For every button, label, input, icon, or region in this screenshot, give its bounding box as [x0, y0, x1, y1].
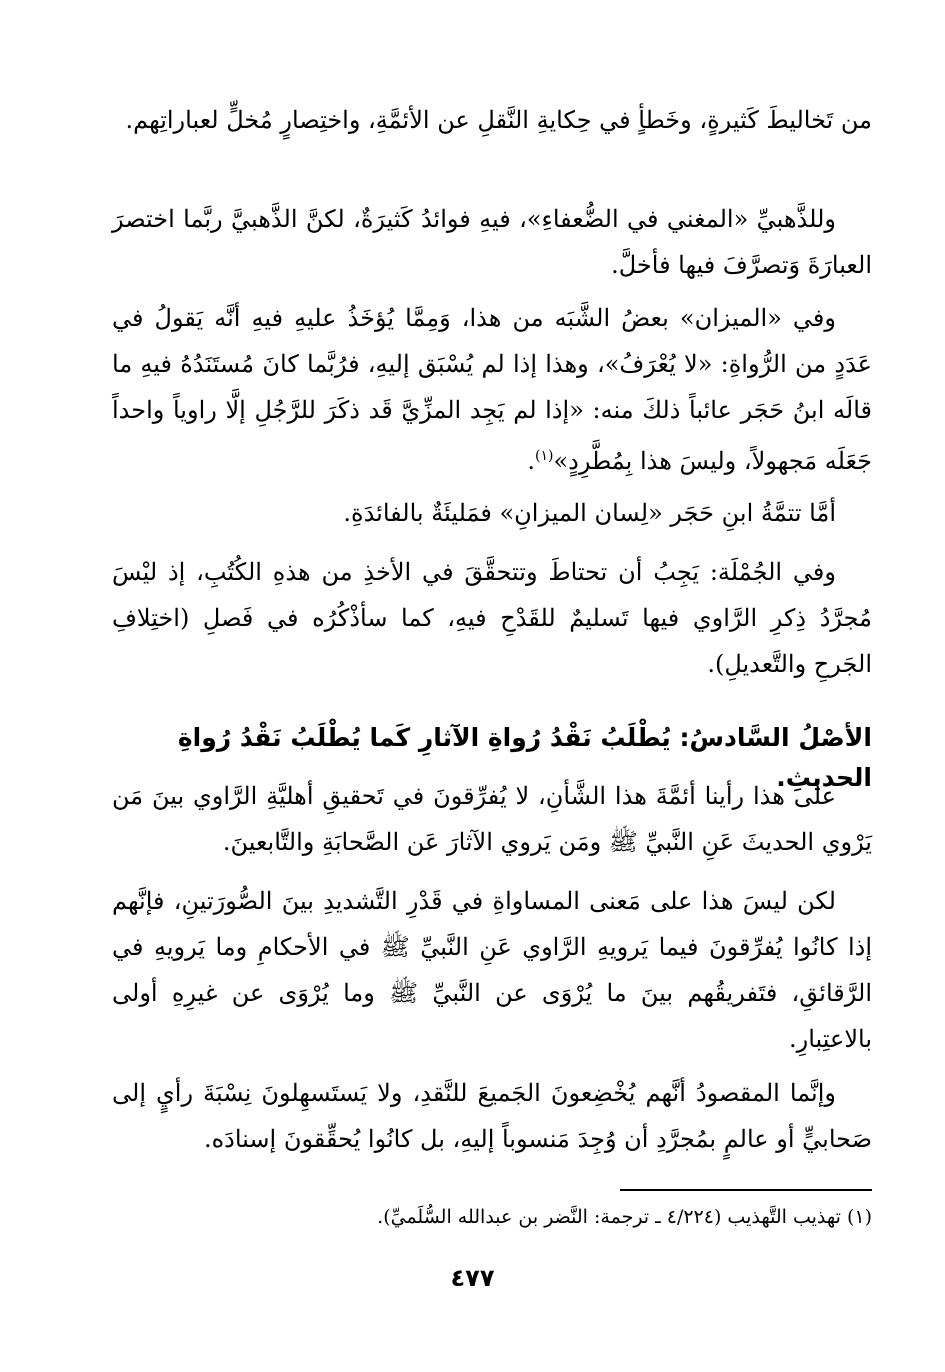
page-number: ٤٧٧ [450, 1264, 495, 1292]
paragraph-conclusion: وفي الجُمْلَة: يَجِبُ أن تحتاطَ وتتحقَّقَ في الأخذِ من هذهِ الكُتُبِ، إذ ليْسَ مُجرَّدُ ذِكرِ الرَّاوي فيها تَسليمٌ للقَدْحِ فيهِ، كما سأذْكُرُه في فَصلِ (اختِلافِ الجَرحِ والتَّعديلِ). [112, 558, 872, 678]
section-paragraph-imams: على هذا رأينا أئمَّةَ هذا الشَّأنِ، لا يُفرِّقونَ في تَحقيقِ أهليَّةِ الرَّاوي بينَ مَن يَرْوي الحديثَ عَنِ النَّبيِّ ﷺ ومَن يَروي الآثارَ عَن الصَّحابَةِ والتَّابعينَ. [112, 782, 872, 856]
paragraph-continuation: من تَخاليطَ كَثيرةٍ، وخَطأٍ في حِكايةِ النَّقلِ عن الأئمَّةِ، واختِصارٍ مُخلٍّ لعباراتِهم. [125, 106, 872, 134]
footnote-separator [620, 1189, 872, 1191]
section-heading: الأصْلُ السَّادسُ: يُطْلَبُ نَقْدُ رُواةِ الآثارِ كَما يُطْلَبُ نَقْدُ رُواةِ الحديثِ. [177, 723, 872, 792]
paragraph-lisan: أمَّا تتمَّةُ ابنِ حَجَر «لِسان الميزانِ» فمَليئَةٌ بالفائدَةِ. [343, 499, 836, 527]
paragraph-mizan: وفي «الميزان» بعضُ الشَّبَه من هذا، وَمِمَّا يُؤخَذُ عليهِ فيهِ أنَّه يَقولُ في عَدَدٍ من الرُّواةِ: «لا يُعْرَفُ»، وهذا إذا لم يُسْبَق إليهِ، فرُبَّما كانَ مُستَنَدُهُ فيهِ ما قالَه ابنُ حَجَر عائباً ذلكَ منه: «إذا لم يَجِد المزِّيَّ قَد ذكَرَ للرَّجُلِ إلَّا راوياً واحداً جَعَلَه مَجهولاً، وليسَ هذا بِمُطَّرِدٍ»$^{(١)}$. [112, 304, 872, 475]
section-paragraph-distinction: لكن ليسَ هذا على مَعنى المساواةِ في قَدْرِ التَّشديدِ بينَ الصُّورَتينِ، فإنَّهم إذا كانُوا يُفرِّقونَ فيما يَرويهِ الرَّاوي عَنِ النَّبيِّ ﷺ في الأحكامِ وما يَرويهِ في الرَّقائقِ، فتَفريقُهم بينَ ما يُرْوَى عن النَّبيِّ ﷺ وما يُرْوَى عن غيرِهِ أولى بالاعتِبارِ. [112, 887, 873, 1053]
section-paragraph-purpose: وإنَّما المقصودُ أنَّهم يُخْضِعونَ الجَميعَ للنَّقدِ، ولا يَستَسهِلونَ نِسْبَةَ رأيٍ إلى صَحابيٍّ أو عالمٍ بمُجرَّدِ أن وُجِدَ مَنسوباً إليهِ، بل كانُوا يُحقِّقونَ إسنادَه. [112, 1079, 872, 1153]
footnote-text: (١) تهذيب التَّهذيب (٤/٢٢٤ ـ ترجمة: النَّضر بن عبدالله السُّلَميِّ). [377, 1206, 872, 1228]
footnote-marker: (١) [535, 448, 554, 464]
paragraph-mizan-text: وفي «الميزان» بعضُ الشَّبَه من هذا، وَمِمَّا يُؤخَذُ عليهِ فيهِ أنَّه يَقولُ في عَدَدٍ من الرُّواةِ: «لا يُعْرَفُ»، وهذا إذا لم يُسْبَق إليهِ، فرُبَّما كانَ مُستَنَدُهُ فيهِ ما قالَه ابنُ حَجَر عائباً ذلكَ منه: «إذا لم يَجِد المزِّيَّ قَد ذكَرَ للرَّجُلِ إلَّا راوياً واحداً جَعَلَه مَجهولاً، وليسَ هذا بِمُطَّرِدٍ» [112, 304, 872, 475]
paragraph-mughni: وللذَّهبيِّ «المغني في الضُّعفاءِ»، فيهِ فوائدُ كَثيرَةٌ، لكنَّ الذَّهبيَّ ربَّما اختصرَ العبارَةَ وَتصرَّفَ فيها فأخلَّ. [112, 205, 872, 279]
